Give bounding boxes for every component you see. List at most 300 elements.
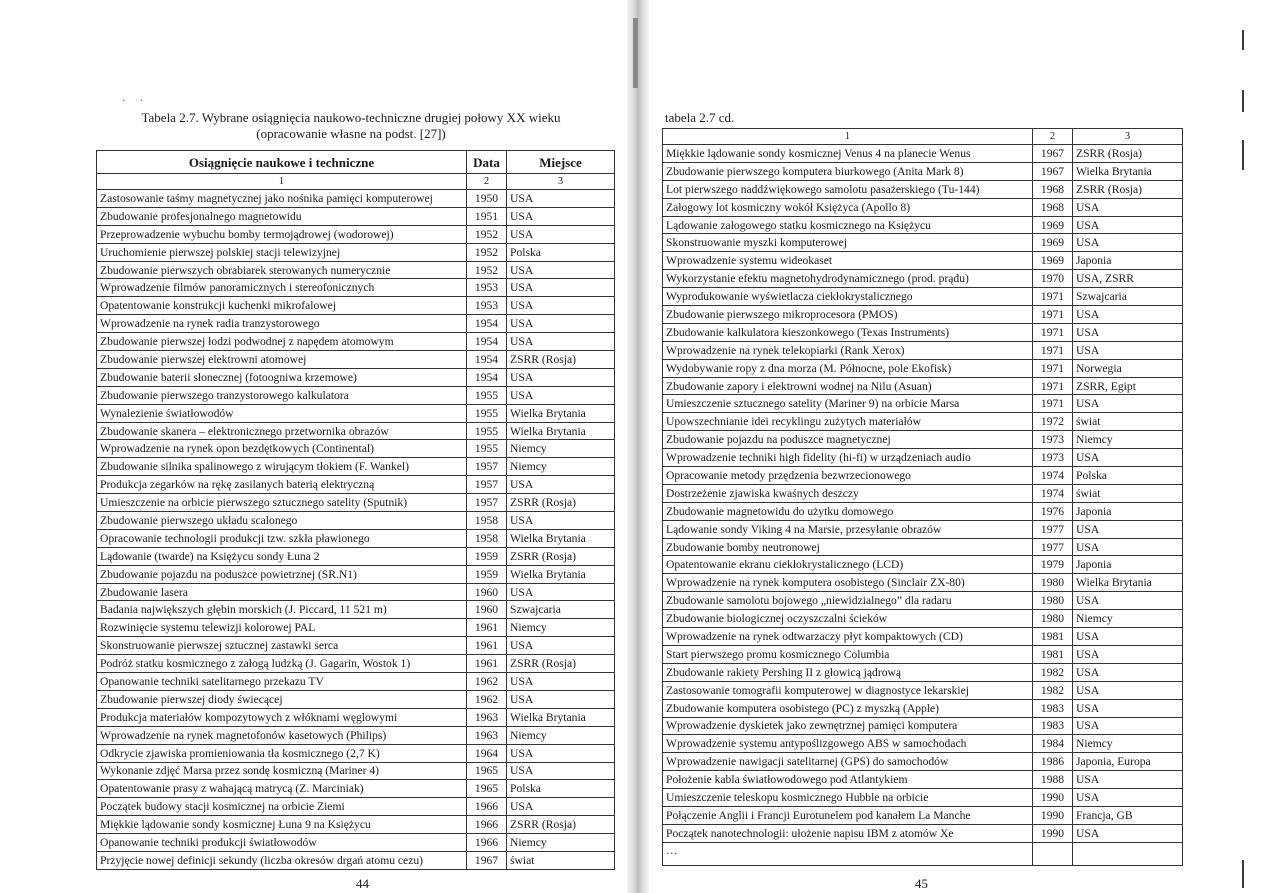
place-cell: Polska <box>507 780 615 798</box>
year-cell: 1967 <box>467 851 507 869</box>
year-cell: 1961 <box>467 637 507 655</box>
table-row <box>663 628 1183 646</box>
place-cell: Wielka Brytania <box>507 529 615 547</box>
achievement-cell: Wprowadzenie systemu wideokaset <box>663 252 1033 270</box>
year-cell: 1958 <box>467 512 507 530</box>
table-row <box>97 333 615 351</box>
year-cell: 1952 <box>467 225 507 243</box>
place-cell: USA, ZSRR <box>1073 270 1183 288</box>
year-cell: 1952 <box>467 243 507 261</box>
year-cell: 1954 <box>467 368 507 386</box>
year-cell: 1954 <box>467 315 507 333</box>
place-cell: Niemcy <box>1073 431 1183 449</box>
header-place: Miejsce <box>507 151 615 174</box>
achievement-cell: Opatentowanie prasy z wahającą matrycą (Z. Marciniak) <box>97 780 467 798</box>
place-cell: USA <box>1073 789 1183 807</box>
year-cell: 1983 <box>1033 717 1073 735</box>
table-row <box>97 315 615 333</box>
place-cell: ZSRR (Rosja) <box>1073 145 1183 163</box>
table-row <box>663 645 1183 663</box>
year-cell: 1970 <box>1033 270 1073 288</box>
place-cell: USA <box>507 798 615 816</box>
table-row <box>97 655 615 673</box>
place-cell: ZSRR (Rosja) <box>507 655 615 673</box>
table-row <box>663 789 1183 807</box>
achievement-cell: Produkcja zegarków na rękę zasilanych baterią elektryczną <box>97 476 467 494</box>
place-cell: USA <box>507 637 615 655</box>
table-row <box>97 404 615 422</box>
continuation-mark: … <box>663 842 1033 865</box>
place-cell: Wielka Brytania <box>507 565 615 583</box>
table-row <box>97 798 615 816</box>
table-row <box>97 297 615 315</box>
year-cell: 1962 <box>467 690 507 708</box>
year-cell: 1968 <box>1033 198 1073 216</box>
year-cell: 1954 <box>467 351 507 369</box>
place-cell: USA <box>1073 449 1183 467</box>
place-cell: USA <box>1073 628 1183 646</box>
place-cell: Wielka Brytania <box>1073 574 1183 592</box>
achievement-cell: Przyjęcie nowej definicji sekundy (liczba okresów drgań atomu cezu) <box>97 851 467 869</box>
year-cell: 1980 <box>1033 610 1073 628</box>
table-row <box>663 431 1183 449</box>
place-cell: świat <box>507 851 615 869</box>
place-cell: USA <box>1073 592 1183 610</box>
place-cell: USA <box>1073 538 1183 556</box>
table-row <box>663 771 1183 789</box>
place-cell: Japonia <box>1073 252 1183 270</box>
continuation-row <box>663 842 1183 865</box>
caption-source: (opracowanie własne na podst. [27]) <box>256 126 446 141</box>
col-number: 2 <box>467 174 507 190</box>
year-cell: 1974 <box>1033 467 1073 485</box>
achievement-cell: Załogowy lot kosmiczny wokół Księżyca (Apollo 8) <box>663 198 1033 216</box>
place-cell: Niemcy <box>1073 610 1183 628</box>
year-cell: 1969 <box>1033 216 1073 234</box>
place-cell: USA <box>507 583 615 601</box>
achievement-cell: Zbudowanie pierwszego mikroprocesora (PMOS) <box>663 306 1033 324</box>
year-cell: 1990 <box>1033 789 1073 807</box>
table-row <box>663 413 1183 431</box>
achievement-cell: Zbudowanie pierwszego tranzystorowego kalkulatora <box>97 386 467 404</box>
year-cell: 1965 <box>467 780 507 798</box>
table-row <box>97 190 615 208</box>
achievement-cell: Wprowadzenie na rynek opon bezdętkowych (Continental) <box>97 440 467 458</box>
table-row <box>97 386 615 404</box>
table-row <box>663 520 1183 538</box>
achievement-cell: Lądowanie załogowego statku kosmicznego na Księżycu <box>663 216 1033 234</box>
achievement-cell: Wprowadzenie na rynek telekopiarki (Rank Xerox) <box>663 341 1033 359</box>
year-cell: 1981 <box>1033 645 1073 663</box>
spine-shadow <box>633 18 638 88</box>
achievement-cell: Zbudowanie lasera <box>97 583 467 601</box>
table-row <box>663 556 1183 574</box>
achievement-cell: Zbudowanie kalkulatora kieszonkowego (Texas Instruments) <box>663 323 1033 341</box>
place-cell: Niemcy <box>507 440 615 458</box>
year-cell: 1976 <box>1033 502 1073 520</box>
place-cell: Wielka Brytania <box>507 422 615 440</box>
place-cell: USA <box>1073 717 1183 735</box>
table-row <box>97 583 615 601</box>
table-row <box>97 351 615 369</box>
achievement-cell: Początek nanotechnologii: ułożenie napisu IBM z atomów Xe <box>663 824 1033 842</box>
place-cell: USA <box>1073 323 1183 341</box>
year-cell: 1972 <box>1033 413 1073 431</box>
place-cell: USA <box>507 690 615 708</box>
achievement-cell: Zbudowanie pierwszej diody świecącej <box>97 690 467 708</box>
table-row <box>97 816 615 834</box>
table-row <box>97 565 615 583</box>
table-row <box>663 359 1183 377</box>
achievement-cell: Zbudowanie pierwszej łodzi podwodnej z napędem atomowym <box>97 333 467 351</box>
table-row <box>97 744 615 762</box>
year-cell: 1967 <box>1033 162 1073 180</box>
place-cell: USA <box>507 762 615 780</box>
year-cell: 1958 <box>467 529 507 547</box>
table-row <box>663 341 1183 359</box>
year-cell: 1959 <box>467 547 507 565</box>
achievement-cell: Wykorzystanie efektu magnetohydrodynamicznego (prod. prądu) <box>663 270 1033 288</box>
achievement-cell: Połączenie Anglii i Francji Eurotunelem pod kanałem La Manche <box>663 806 1033 824</box>
place-cell: USA <box>507 476 615 494</box>
achievement-cell: Zbudowanie pojazdu na poduszce powietrznej (SR.N1) <box>97 565 467 583</box>
table-row <box>663 538 1183 556</box>
place-cell: świat <box>1073 413 1183 431</box>
table-row <box>663 162 1183 180</box>
table-row <box>663 323 1183 341</box>
year-cell: 1981 <box>1033 628 1073 646</box>
year-cell: 1966 <box>467 834 507 852</box>
place-cell: Wielka Brytania <box>507 708 615 726</box>
table-row <box>97 458 615 476</box>
place-cell: USA <box>507 297 615 315</box>
table-row <box>663 806 1183 824</box>
scan-speckle: · · <box>122 96 150 107</box>
year-cell: 1962 <box>467 673 507 691</box>
place-cell: USA <box>507 261 615 279</box>
table-row <box>663 395 1183 413</box>
place-cell: USA <box>1073 216 1183 234</box>
place-cell: USA <box>1073 699 1183 717</box>
achievement-cell: Wprowadzenie filmów panoramicznych i stereofonicznych <box>97 279 467 297</box>
column-number-row <box>663 129 1183 145</box>
achievement-cell: Podróż statku kosmicznego z załogą ludzką (J. Gagarin, Wostok 1) <box>97 655 467 673</box>
table-row <box>663 717 1183 735</box>
achievement-cell: Opatentowanie ekranu ciekłokrystalicznego (LCD) <box>663 556 1033 574</box>
achievements-table-part1 <box>96 150 615 870</box>
year-cell: 1952 <box>467 261 507 279</box>
col-number: 1 <box>97 174 467 190</box>
year-cell: 1984 <box>1033 735 1073 753</box>
place-cell: Francja, GB <box>1073 806 1183 824</box>
place-cell: ZSRR (Rosja) <box>507 494 615 512</box>
achievement-cell: Zbudowanie zapory i elektrowni wodnej na Nilu (Asuan) <box>663 377 1033 395</box>
year-cell: 1960 <box>467 601 507 619</box>
year-cell: 1953 <box>467 297 507 315</box>
achievement-cell: Zbudowanie profesjonalnego magnetowidu <box>97 207 467 225</box>
table-row <box>97 261 615 279</box>
table-row <box>97 243 615 261</box>
achievement-cell: Lądowanie sondy Viking 4 na Marsie, przesyłanie obrazów <box>663 520 1033 538</box>
year-cell: 1966 <box>467 816 507 834</box>
achievement-cell: Zbudowanie pierwszych obrabiarek sterowanych numerycznie <box>97 261 467 279</box>
place-cell: ZSRR (Rosja) <box>507 547 615 565</box>
achievement-cell: Dostrzeżenie zjawiska kwaśnych deszczy <box>663 484 1033 502</box>
year-cell: 1959 <box>467 565 507 583</box>
col-number: 1 <box>663 129 1033 145</box>
place-cell: Japonia <box>1073 556 1183 574</box>
achievement-cell: Opanowanie techniki produkcji światłowodów <box>97 834 467 852</box>
place-cell: USA <box>507 512 615 530</box>
year-cell: 1971 <box>1033 359 1073 377</box>
achievement-cell: Zastosowanie taśmy magnetycznej jako nośnika pamięci komputerowej <box>97 190 467 208</box>
table-row <box>97 368 615 386</box>
achievement-cell: Upowszechnianie idei recyklingu zużytych materiałów <box>663 413 1033 431</box>
year-cell: 1983 <box>1033 699 1073 717</box>
table-row <box>97 279 615 297</box>
achievement-cell: Wprowadzenie na rynek magnetofonów kasetowych (Philips) <box>97 726 467 744</box>
year-cell: 1965 <box>467 762 507 780</box>
year-cell: 1980 <box>1033 574 1073 592</box>
year-cell: 1971 <box>1033 395 1073 413</box>
year-cell: 1968 <box>1033 180 1073 198</box>
table-row <box>97 547 615 565</box>
year-cell: 1971 <box>1033 306 1073 324</box>
empty-cell <box>1033 842 1073 865</box>
achievement-cell: Umieszczenie na orbicie pierwszego sztucznego satelity (Sputnik) <box>97 494 467 512</box>
place-cell: ZSRR (Rosja) <box>1073 180 1183 198</box>
achievement-cell: Start pierwszego promu kosmicznego Columbia <box>663 645 1033 663</box>
place-cell: świat <box>1073 484 1183 502</box>
place-cell: Szwajcaria <box>507 601 615 619</box>
table-row <box>663 198 1183 216</box>
achievement-cell: Produkcja materiałów kompozytowych z włóknami węglowymi <box>97 708 467 726</box>
book-spine <box>627 0 649 893</box>
place-cell: USA <box>507 315 615 333</box>
achievement-cell: Zbudowanie silnika spalinowego z wirującym tłokiem (F. Wankel) <box>97 458 467 476</box>
year-cell: 1990 <box>1033 824 1073 842</box>
place-cell: USA <box>1073 771 1183 789</box>
place-cell: ZSRR, Egipt <box>1073 377 1183 395</box>
year-cell: 1990 <box>1033 806 1073 824</box>
table-row <box>663 681 1183 699</box>
table-row <box>97 225 615 243</box>
place-cell: Japonia, Europa <box>1073 753 1183 771</box>
column-number-row <box>97 174 615 190</box>
year-cell: 1963 <box>467 726 507 744</box>
achievement-cell: Rozwinięcie systemu telewizji kolorowej PAL <box>97 619 467 637</box>
year-cell: 1955 <box>467 440 507 458</box>
page-number-right: 45 <box>915 876 928 891</box>
table-row <box>663 467 1183 485</box>
year-cell: 1980 <box>1033 592 1073 610</box>
table-row <box>663 824 1183 842</box>
place-cell: USA <box>1073 395 1183 413</box>
achievement-cell: Zbudowanie pierwszego komputera biurkowego (Anita Mark 8) <box>663 162 1033 180</box>
place-cell: USA <box>1073 198 1183 216</box>
table-row <box>97 422 615 440</box>
year-cell: 1957 <box>467 476 507 494</box>
achievement-cell: Wprowadzenie dyskietek jako zewnętrznej pamięci komputera <box>663 717 1033 735</box>
achievement-cell: Początek budowy stacji kosmicznej na orbicie Ziemi <box>97 798 467 816</box>
year-cell: 1977 <box>1033 538 1073 556</box>
achievement-cell: Wprowadzenie nawigacji satelitarnej (GPS) do samochodów <box>663 753 1033 771</box>
year-cell: 1950 <box>467 190 507 208</box>
year-cell: 1977 <box>1033 520 1073 538</box>
year-cell: 1960 <box>467 583 507 601</box>
table-row <box>97 529 615 547</box>
year-cell: 1961 <box>467 655 507 673</box>
year-cell: 1967 <box>1033 145 1073 163</box>
table-row <box>97 601 615 619</box>
year-cell: 1973 <box>1033 449 1073 467</box>
year-cell: 1973 <box>1033 431 1073 449</box>
year-cell: 1963 <box>467 708 507 726</box>
achievement-cell: Opracowanie technologii produkcji tzw. szkła pławionego <box>97 529 467 547</box>
table-row <box>663 699 1183 717</box>
achievement-cell: Skonstruowanie pierwszej sztucznej zastawki serca <box>97 637 467 655</box>
place-cell: Polska <box>507 243 615 261</box>
year-cell: 1955 <box>467 404 507 422</box>
place-cell: USA <box>507 333 615 351</box>
achievement-cell: Miękkie lądowanie sondy kosmicznej Venus 4 na planecie Wenus <box>663 145 1033 163</box>
achievement-cell: Lądowanie (twarde) na Księżycu sondy Łuna 2 <box>97 547 467 565</box>
achievement-cell: Położenie kabla światłowodowego pod Atlantykiem <box>663 771 1033 789</box>
place-cell: USA <box>1073 306 1183 324</box>
place-cell: USA <box>1073 520 1183 538</box>
place-cell: USA <box>507 368 615 386</box>
header-date: Data <box>467 151 507 174</box>
place-cell: Niemcy <box>507 619 615 637</box>
table-row <box>663 288 1183 306</box>
table-row <box>97 726 615 744</box>
achievement-cell: Zbudowanie biologicznej oczyszczalni ścieków <box>663 610 1033 628</box>
place-cell: USA <box>507 744 615 762</box>
achievement-cell: Zbudowanie bomby neutronowej <box>663 538 1033 556</box>
table-caption <box>96 110 606 142</box>
achievement-cell: Zbudowanie skanera – elektronicznego przetwornika obrazów <box>97 422 467 440</box>
year-cell: 1955 <box>467 386 507 404</box>
col-number: 2 <box>1033 129 1073 145</box>
table-row <box>663 180 1183 198</box>
achievement-cell: Zbudowanie rakiety Pershing II z głowicą jądrową <box>663 663 1033 681</box>
achievement-cell: Wprowadzenie na rynek odtwarzaczy płyt kompaktowych (CD) <box>663 628 1033 646</box>
achievement-cell: Zbudowanie pierwszego układu scalonego <box>97 512 467 530</box>
achievement-cell: Zbudowanie baterii słonecznej (fotoogniwa krzemowe) <box>97 368 467 386</box>
header-row <box>97 151 615 174</box>
page-number-left: 44 <box>356 876 369 891</box>
year-cell: 1955 <box>467 422 507 440</box>
place-cell: USA <box>1073 663 1183 681</box>
year-cell: 1971 <box>1033 377 1073 395</box>
achievement-cell: Wynalezienie światłowodów <box>97 404 467 422</box>
place-cell: USA <box>1073 341 1183 359</box>
achievement-cell: Zbudowanie samolotu bojowego „niewidzialnego” dla radaru <box>663 592 1033 610</box>
achievement-cell: Umieszczenie teleskopu kosmicznego Hubble na orbicie <box>663 789 1033 807</box>
table-row <box>663 216 1183 234</box>
caption-title: Tabela 2.7. Wybrane osiągnięcia naukowo-techniczne drugiej połowy XX wieku <box>141 110 561 125</box>
year-cell: 1966 <box>467 798 507 816</box>
table-row <box>97 690 615 708</box>
place-cell: USA <box>507 190 615 208</box>
year-cell: 1986 <box>1033 753 1073 771</box>
table-row <box>97 780 615 798</box>
year-cell: 1969 <box>1033 234 1073 252</box>
table-row <box>97 851 615 869</box>
place-cell: Wielka Brytania <box>507 404 615 422</box>
place-cell: Japonia <box>1073 502 1183 520</box>
achievement-cell: Badania największych głębin morskich (J. Piccard, 11 521 m) <box>97 601 467 619</box>
table-row <box>663 377 1183 395</box>
place-cell: USA <box>1073 681 1183 699</box>
place-cell: USA <box>1073 645 1183 663</box>
place-cell: Wielka Brytania <box>1073 162 1183 180</box>
achievements-table-part2 <box>662 128 1183 866</box>
place-cell: USA <box>507 673 615 691</box>
achievement-cell: Zbudowanie pojazdu na poduszce magnetycznej <box>663 431 1033 449</box>
table-row <box>663 574 1183 592</box>
year-cell: 1954 <box>467 333 507 351</box>
table-row <box>97 637 615 655</box>
place-cell: USA <box>507 207 615 225</box>
year-cell: 1964 <box>467 744 507 762</box>
place-cell: USA <box>1073 234 1183 252</box>
table-row <box>663 592 1183 610</box>
place-cell: ZSRR (Rosja) <box>507 351 615 369</box>
year-cell: 1982 <box>1033 663 1073 681</box>
year-cell: 1971 <box>1033 288 1073 306</box>
year-cell: 1988 <box>1033 771 1073 789</box>
achievement-cell: Odkrycie zjawiska promieniowania tła kosmicznego (2,7 K) <box>97 744 467 762</box>
table-row <box>97 207 615 225</box>
year-cell: 1979 <box>1033 556 1073 574</box>
achievement-cell: Uruchomienie pierwszej polskiej stacji telewizyjnej <box>97 243 467 261</box>
achievement-cell: Wprowadzenie na rynek radia tranzystorowego <box>97 315 467 333</box>
table-row <box>663 502 1183 520</box>
table-row <box>97 512 615 530</box>
achievement-cell: Zastosowanie tomografii komputerowej w diagnostyce lekarskiej <box>663 681 1033 699</box>
year-cell: 1971 <box>1033 341 1073 359</box>
header-achievement: Osiągnięcie naukowe i techniczne <box>97 151 467 174</box>
year-cell: 1957 <box>467 494 507 512</box>
year-cell: 1969 <box>1033 252 1073 270</box>
achievement-cell: Opanowanie techniki satelitarnego przekazu TV <box>97 673 467 691</box>
table-row <box>663 610 1183 628</box>
page-edge-mark <box>1242 860 1244 888</box>
place-cell: Niemcy <box>507 726 615 744</box>
table-row <box>97 494 615 512</box>
achievement-cell: Przeprowadzenie wybuchu bomby termojądrowej (wodorowej) <box>97 225 467 243</box>
table-row <box>663 484 1183 502</box>
achievement-cell: Zbudowanie pierwszej elektrowni atomowej <box>97 351 467 369</box>
place-cell: Niemcy <box>507 458 615 476</box>
achievement-cell: Wydobywanie ropy z dna morza (M. Północne, pole Ekofisk) <box>663 359 1033 377</box>
place-cell: Polska <box>1073 467 1183 485</box>
year-cell: 1951 <box>467 207 507 225</box>
year-cell: 1974 <box>1033 484 1073 502</box>
achievement-cell: Wyprodukowanie wyświetlacza ciekłokrystalicznego <box>663 288 1033 306</box>
page-edge-mark <box>1242 140 1244 170</box>
year-cell: 1971 <box>1033 323 1073 341</box>
place-cell: USA <box>1073 824 1183 842</box>
year-cell: 1982 <box>1033 681 1073 699</box>
table-row <box>663 449 1183 467</box>
place-cell: ZSRR (Rosja) <box>507 816 615 834</box>
achievement-cell: Wykonanie zdjęć Marsa przez sondę kosmiczną (Mariner 4) <box>97 762 467 780</box>
achievement-cell: Lot pierwszego naddźwiękowego samolotu pasażerskiego (Tu-144) <box>663 180 1033 198</box>
table-row <box>97 762 615 780</box>
achievement-cell: Opatentowanie konstrukcji kuchenki mikrofalowej <box>97 297 467 315</box>
